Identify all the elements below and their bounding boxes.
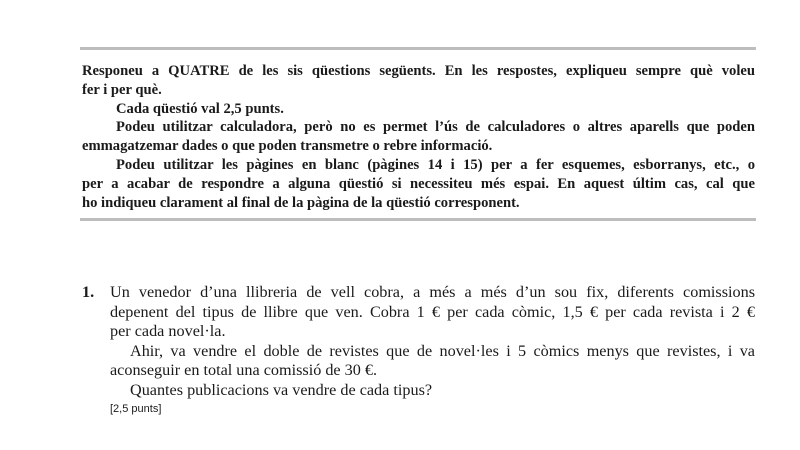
question-1 — [82, 283, 755, 401]
question-line: Ahir, va vendre el doble de revistes que de novel·les i 5 còmics menys que revistes, i va — [130, 341, 755, 360]
instruction-line: per a acabar de respondre a alguna qüestió si necessiteu més espai. En aquest últim cas, cal que — [82, 175, 755, 192]
instruction-line: emmagatzemar dades o que poden transmetre o rebre informació. — [82, 138, 493, 155]
instruction-line: ho indiqueu clarament al final de la pàgina de la qüestió corresponent. — [82, 194, 520, 211]
question-number: 1. — [82, 283, 95, 301]
question-line: aconseguir en total una comissió de 30 €. — [110, 361, 378, 380]
bottom-divider — [80, 218, 756, 221]
question-points: [2,5 punts] — [110, 403, 162, 415]
top-divider — [80, 47, 756, 50]
instruction-line: Responeu a QUATRE de les sis qüestions següents. En les respostes, expliqueu sempre què voleu — [82, 63, 755, 79]
question-line: Quantes publicacions va vendre de cada tipus? — [130, 380, 433, 399]
instruction-line: Podeu utilitzar les pàgines en blanc (pàgines 14 i 15) per a fer esquemes, esborranys, etc., o — [116, 156, 755, 173]
question-line: depenent del tipus de llibre que ven. Cobra 1 € per cada còmic, 1,5 € per cada revista i 2 € — [110, 302, 755, 321]
instructions-block — [82, 62, 755, 212]
instruction-line: Cada qüestió val 2,5 punts. — [116, 100, 284, 117]
instruction-line: Podeu utilitzar calculadora, però no es permet l’ús de calculadores o altres aparells que poden — [116, 119, 755, 136]
instruction-line: fer i per què. — [82, 81, 162, 98]
question-line: per cada novel·la. — [110, 322, 226, 341]
question-line: Un venedor d’una llibreria de vell cobra, a més a més d’un sou fix, diferents comissions — [110, 283, 755, 301]
